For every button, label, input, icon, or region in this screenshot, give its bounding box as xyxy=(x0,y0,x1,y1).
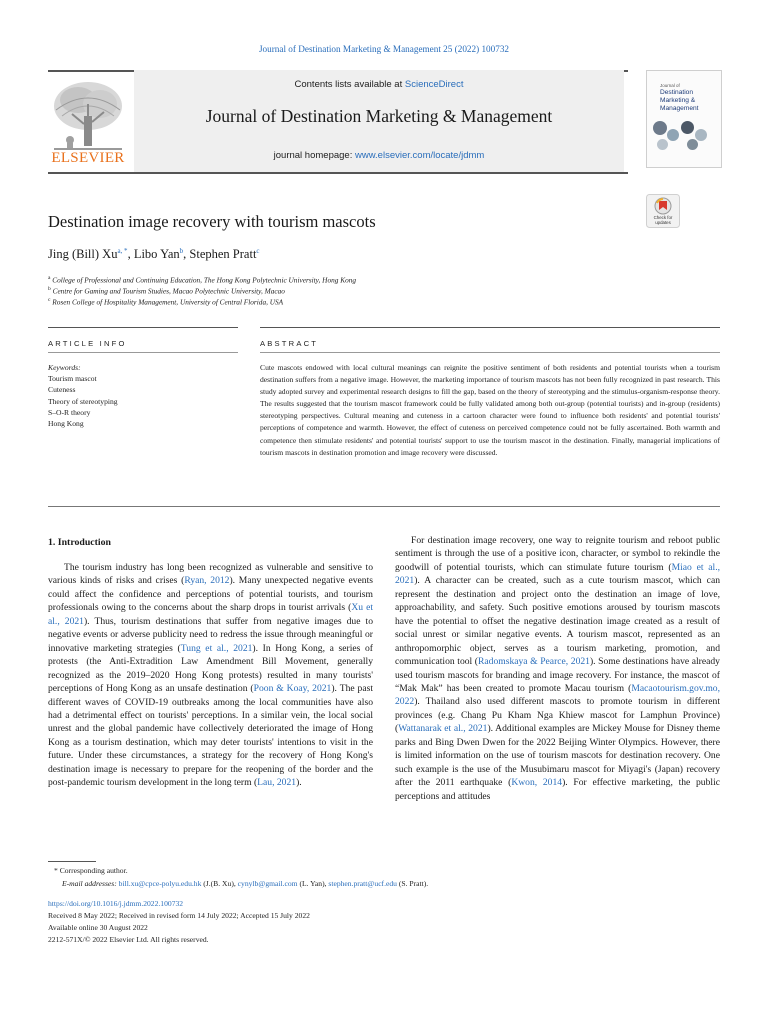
affiliation-a xyxy=(48,275,356,284)
doi-link-text[interactable]: https://doi.org/10.1016/j.jdmm.2022.100732 xyxy=(48,899,184,908)
available-online: Available online 30 August 2022 xyxy=(48,923,148,932)
email-owner: (L. Yan), xyxy=(297,879,329,888)
author-name[interactable]: Jing (Bill) Xu xyxy=(48,247,118,262)
received-dates: Received 8 May 2022; Received in revised form 14 July 2022; Accepted 15 July 2022 xyxy=(48,911,310,920)
author-name[interactable]: Stephen Pratt xyxy=(189,247,257,262)
author-affiliation-marker[interactable]: b xyxy=(179,247,184,255)
homepage-prefix: journal homepage: xyxy=(273,150,355,161)
author-list xyxy=(48,247,260,262)
keywords-label: Keywords: xyxy=(48,363,81,372)
email-link[interactable]: stephen.pratt@ucf.edu xyxy=(328,879,397,888)
affiliation-marker: b xyxy=(48,286,51,292)
citation-link[interactable]: Xu et al., 2021 xyxy=(48,602,373,627)
cover-image-spot xyxy=(681,121,694,134)
journal-cover-thumbnail[interactable] xyxy=(646,70,722,168)
citation-link[interactable]: Kwon, 2014 xyxy=(511,777,563,789)
affiliation-marker: c xyxy=(48,297,51,303)
contents-line xyxy=(134,79,624,90)
keyword-item: Tourism mascot xyxy=(48,374,97,384)
cover-image-spot xyxy=(695,129,707,141)
check-for-updates-icon[interactable] xyxy=(646,194,680,228)
citation-link[interactable]: Lau, 2021 xyxy=(257,777,297,789)
author-affiliation-marker[interactable]: c xyxy=(256,247,260,255)
email-owner: (J.(B. Xu), xyxy=(201,879,238,888)
email-link[interactable]: bill.xu@cpce-polyu.edu.hk xyxy=(118,879,202,888)
journal-masthead xyxy=(48,70,720,174)
footnote-rule xyxy=(48,861,96,862)
body-text: ). For effective marketing, the public perceptions and attitudes xyxy=(395,777,720,802)
citation-link[interactable]: Wattanarak et al., 2021 xyxy=(398,723,488,735)
body-column-left xyxy=(48,561,373,790)
article-info-sub-rule xyxy=(48,352,238,353)
body-text: ). xyxy=(296,777,302,789)
affiliation-b xyxy=(48,286,285,295)
citation-link[interactable]: Poon & Koay, 2021 xyxy=(253,683,332,695)
author-name[interactable]: Libo Yan xyxy=(133,247,180,262)
affiliation-text: College of Professional and Continuing Education, The Hong Kong Polytechnic University, Hong Kong xyxy=(52,275,357,285)
email-owner: (S. Pratt). xyxy=(396,879,429,888)
body-text: ). Many unexpected negative events could affect the confidence and perceptions of potential tourists, and tourism professionals owing to the concerns about the sharp drops in tourist arrivals ( xyxy=(48,575,373,614)
doi-link[interactable] xyxy=(48,899,183,908)
article-info-top-rule xyxy=(48,327,238,328)
affiliation-c xyxy=(48,297,283,306)
affiliation-marker: a xyxy=(48,275,51,281)
sciencedirect-link[interactable]: ScienceDirect xyxy=(404,79,464,90)
cover-small-text: Journal of xyxy=(660,83,680,88)
publisher-wordmark: ELSEVIER xyxy=(51,150,125,166)
corresponding-author-note: * Corresponding author. xyxy=(54,866,128,875)
email-addresses-line xyxy=(62,879,428,888)
body-text: ). In Hong Kong, a series of protests (the Anti-Extradition Law Amendment Bill Movement, generally recognized as the 2019–2020 Hong Kong protests) resulted in many tourists' perceptions of Hong Kong as an unsafe destination ( xyxy=(48,642,373,695)
body-text: ). A character can be created, such as a cute tourism mascot, which can represent the destination and project onto the destination an image of love, approachability, and safety. Such positive emotions aroused by tourism mascots have the potential to offset the negative destination image created as a result of social unrest or similar negative events. A tourism mascot, represented as an anthropomorphic object, serves as a tourism marketing, promotion, and communication tool ( xyxy=(395,575,720,668)
abstract-text: Cute mascots endowed with local cultural meanings can reignite the positive sentiment of both residents and potential tourists when a tourism destination suffers from a negative image. However, the marketing importance of tourism mascots has not been fully recognized in past research. This study adopted survey and experimental research designs to fill the gap, based on the theory of stereotyping and the stimulus-organism-response theory. The results suggested that the tourism mascot framework could be fully validated among both out-group (potential tourists) and in-group (residents) stereotyping perspectives. Cultural meaning and cuteness in a cartoon character were found to influence both residents' and potential tourists' perceptions of competence and warmth. However, the effect of cuteness on perceived competence could not be fully ascertained. Both warmth and competence then stimulate residents' and potential tourists' support to use the tourism mascot in the destination. Finally, managerial implications of tourism mascots in destination promotion and image recovery were discussed. xyxy=(260,363,720,457)
author-separator: , xyxy=(127,247,134,262)
article-info-label: ARTICLE INFO xyxy=(48,339,127,348)
email-link[interactable]: cynylb@gmail.com xyxy=(237,879,298,888)
affiliation-text: Rosen College of Hospitality Management, University of Central Florida, USA xyxy=(52,297,284,307)
body-text: ). Thus, tourism destinations that suffer from negative images due to negative events or adverse publicity need to redress the issue through meaningful or innovative marketing strategies ( xyxy=(48,615,374,654)
affiliation-text: Centre for Gaming and Tourism Studies, Macao Polytechnic University, Macao xyxy=(52,286,285,296)
homepage-line xyxy=(134,150,624,161)
running-head[interactable]: Journal of Destination Marketing & Management 25 (2022) 100732 xyxy=(258,44,510,54)
keyword-item: Theory of stereotyping xyxy=(48,396,118,406)
badge-line-1: Check for xyxy=(653,215,673,220)
journal-name: Journal of Destination Marketing & Management xyxy=(205,106,553,126)
article-title: Destination image recovery with tourism mascots xyxy=(48,212,376,231)
keyword-item: Hong Kong xyxy=(48,419,84,429)
copyright-line: 2212-571X/© 2022 Elsevier Ltd. All rights reserved. xyxy=(48,935,209,944)
intro-paragraph-2 xyxy=(395,534,720,803)
body-column-right xyxy=(395,534,720,803)
front-matter-bottom-rule xyxy=(48,506,720,507)
citation-link[interactable]: Miao et al., 2021 xyxy=(395,561,720,587)
body-text: ). Some destinations have already used tourism mascots for branding and image recovery. For instance, the mascot of “Mak Mak” has been created to promote Macau tourism ( xyxy=(395,656,720,694)
abstract-top-rule xyxy=(260,327,720,328)
body-text: For destination image recovery, one way to reignite tourism and reboot public sentiment is through the use of a positive icon, character, or symbol to rekindle the goodwill of potential tourists, which can stimulate future tourism ( xyxy=(395,535,720,573)
body-text: The tourism industry has long been recognized as vulnerable and sensitive to various kinds of risks and crises ( xyxy=(48,562,373,587)
author-affiliation-marker[interactable]: a, * xyxy=(117,247,128,255)
cover-image-spot xyxy=(653,121,667,135)
abstract-sub-rule xyxy=(260,352,720,353)
contents-prefix: Contents lists available at xyxy=(294,79,405,90)
author-separator: , xyxy=(183,247,190,262)
citation-link[interactable]: Ryan, 2012 xyxy=(184,575,230,587)
citation-link[interactable]: Radomskaya & Pearce, 2021 xyxy=(478,656,590,668)
masthead-center xyxy=(134,70,624,172)
email-label: E-mail addresses: xyxy=(62,879,119,888)
cover-image-spot xyxy=(687,139,698,150)
citation-link[interactable]: Tung et al., 2021 xyxy=(180,642,253,654)
keyword-item: S–O-R theory xyxy=(48,407,91,417)
badge-line-2: updates xyxy=(655,220,671,225)
cover-image-spot xyxy=(657,139,668,150)
intro-paragraph-1 xyxy=(48,561,373,790)
journal-homepage-link[interactable]: www.elsevier.com/locate/jdmm xyxy=(354,150,485,161)
cover-image-spot xyxy=(667,129,679,141)
cover-title-text: Destination Marketing & Management xyxy=(660,89,699,112)
masthead-bottom-rule xyxy=(48,172,628,174)
body-text: ). Thailand also used different mascots to promote tourism in different provinces (e.g. Chang Pu Kham Nga Khiew mascot for Lamphun Province) ( xyxy=(395,696,720,735)
cover-title xyxy=(660,83,718,113)
keyword-item: Cuteness xyxy=(48,385,76,395)
body-text: ). The past different waves of COVID-19 outbreaks among the local communities have also had a detrimental effect on tourists' perceptions. In a similar vein, the local social unrest and the global pandemic have collectively deteriorated the image of Hong Kong as a tourism destination, which may deter tourists' intentions to visit in the future. Under these circumstances, a strategy for the recovery of Hong Kong's destination image is necessary to prepare for the reopening of the border and the post-pandemic tourism development in the long term ( xyxy=(48,683,373,789)
citation-link[interactable]: Macaotourism.gov.mo, 2022 xyxy=(395,682,720,708)
section-heading-introduction: 1. Introduction xyxy=(48,537,111,548)
body-text: ). Additional examples are Mickey Mouse for Disney theme parks and Bing Dwen Dwen for the 2022 Beijing Winter Olympics. However, there is limited information on the use of tourism mascots for destination recovery. One such example is the use of the Musubimaru mascot for Miyagi's (Japan) recovery after the 2011 earthquake ( xyxy=(395,723,720,789)
keywords-block xyxy=(48,362,238,429)
abstract-label: ABSTRACT xyxy=(260,339,319,348)
